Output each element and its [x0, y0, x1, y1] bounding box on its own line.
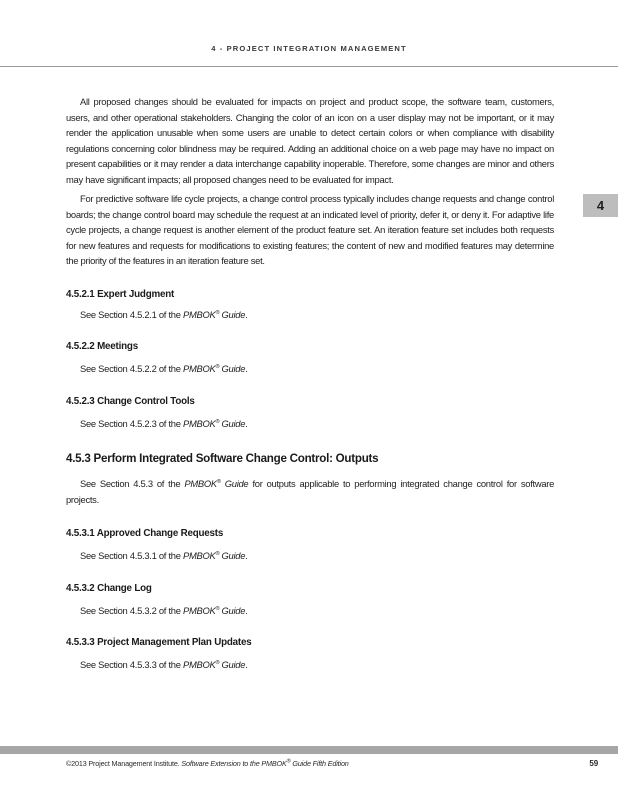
section-ref-4-5-3-1: See Section 4.5.3.1 of the PMBOK® Guide.: [80, 550, 248, 561]
chapter-tab: [583, 194, 618, 217]
section-heading-4-5-3: 4.5.3 Perform Integrated Software Change Control: Outputs: [66, 452, 379, 465]
section-ref-4-5-3: See Section 4.5.3 of the PMBOK® Guide for outputs applicable to performing integrated change control for software projects.: [66, 478, 555, 505]
running-header: [0, 36, 618, 67]
body-paragraph-2: For predictive software life cycle projects, a change control process typically includes change requests and change control boards; the change control board may schedule the request at an indicated level of priority, defer it, or deny it. For adaptive life cycle projects, a change request is another element of the product feature set. An iteration feature set includes both requests for new features and requests for modifications to existing features; the content of new and modified features may determine the priority of the features in an iteration feature set.: [66, 193, 554, 266]
section-ref-4-5-2-1: See Section 4.5.2.1 of the PMBOK® Guide.: [80, 308, 248, 320]
pmbok-guide-name: PMBOK® Guide: [182, 417, 246, 429]
section-heading-4-5-2-2: 4.5.2.2 Meetings: [66, 341, 138, 352]
footer-rule-bar: [0, 746, 618, 754]
page-content: [66, 94, 554, 673]
section-ref-4-5-3-2: See Section 4.5.3.2 of the PMBOK® Guide.: [80, 604, 248, 616]
running-header-title: 4 - PROJECT INTEGRATION MANAGEMENT: [211, 44, 407, 53]
body-paragraph-1: All proposed changes should be evaluated for impacts on project and product scope, the software team, customers, users, and other operational stakeholders. Changing the color of an icon on a user display may not be important, or it may render the application unusable when some users are unable to detect certain colors or when compliance with disability regulations concerning color blindness may be required. Adding an additional choice on a web page may have no impact on present capabilities or it may render a data interchange capability inoperable. Therefore, some changes are minor and others may have significant impacts; all proposed changes need to be evaluated for impact.: [66, 96, 554, 185]
section-heading-4-5-3-1: 4.5.3.1 Approved Change Requests: [66, 528, 224, 539]
section-heading-4-5-3-3: 4.5.3.3 Project Management Plan Updates: [66, 637, 252, 648]
section-ref-4-5-2-3: See Section 4.5.2.3 of the PMBOK® Guide.: [80, 417, 248, 429]
pmbok-guide-name: PMBOK® Guide: [182, 308, 246, 320]
section-heading-4-5-2-3: 4.5.2.3 Change Control Tools: [66, 395, 195, 407]
section-ref-4-5-2-2: See Section 4.5.2.2 of the PMBOK® Guide.: [80, 363, 248, 374]
pmbok-guide-name: PMBOK® Guide: [184, 478, 249, 489]
pmbok-guide-name: PMBOK® Guide: [182, 550, 246, 561]
pmbok-guide-name: PMBOK® Guide: [182, 363, 246, 374]
page-footer: [66, 757, 598, 771]
page-number: 59: [589, 759, 598, 768]
section-ref-4-5-3-3: See Section 4.5.3.3 of the PMBOK® Guide.: [80, 659, 248, 670]
footer-copyright: ©2013 Project Management Institute.: [66, 759, 180, 768]
chapter-tab-label: 4: [596, 198, 605, 213]
section-heading-4-5-3-2: 4.5.3.2 Change Log: [66, 582, 152, 594]
section-heading-4-5-2-1: 4.5.2.1 Expert Judgment: [66, 288, 175, 300]
pmbok-guide-name: PMBOK® Guide: [182, 604, 246, 616]
footer-book-title: Software Extension to the PMBOK® Guide Fifth Edition: [181, 758, 349, 768]
pmbok-guide-name: PMBOK® Guide: [182, 659, 246, 670]
